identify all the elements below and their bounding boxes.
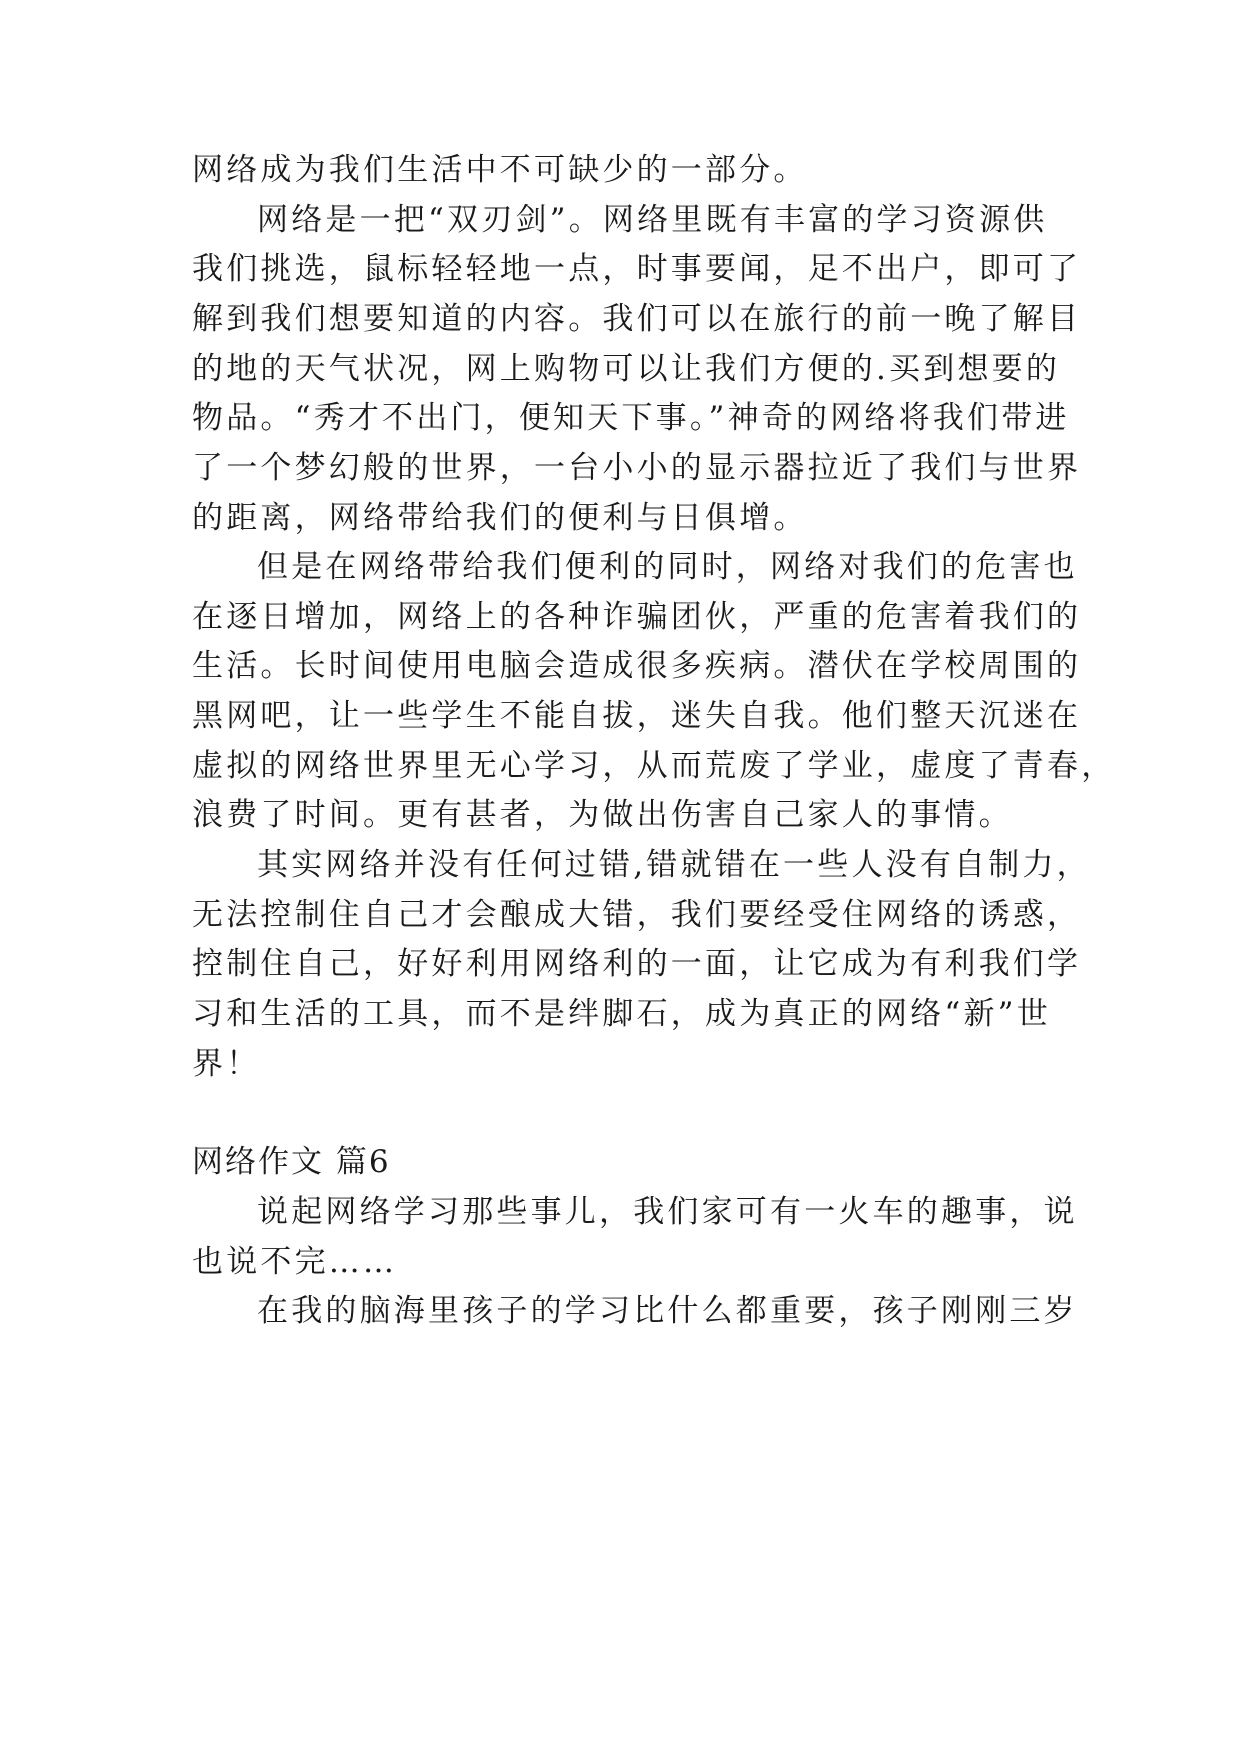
- paragraph-line: 的距离，网络带给我们的便利与日俱增。: [192, 500, 808, 536]
- paragraph-line: 在逐日增加，网络上的各种诈骗团伙，严重的危害着我们的: [192, 599, 1082, 635]
- paragraph-line: 界！: [192, 1046, 261, 1082]
- paragraph-line: 我们挑选，鼠标轻轻地一点，时事要闻，足不出户，即可了: [192, 251, 1082, 287]
- paragraph-line: 也说不完……: [192, 1244, 398, 1280]
- paragraph-line: 解到我们想要知道的内容。我们可以在旅行的前一晚了解目: [192, 301, 1082, 337]
- paragraph-line: 虚拟的网络世界里无心学习，从而荒废了学业，虚度了青春，: [192, 748, 1116, 784]
- paragraph-line: 网络成为我们生活中不可缺少的一部分。: [192, 152, 808, 188]
- paragraph-line: 习和生活的工具，而不是绊脚石，成为真正的网络“新”世: [192, 996, 1051, 1032]
- paragraph-line: 无法控制住自己才会酿成大错，我们要经受住网络的诱惑，: [192, 897, 1082, 933]
- paragraph-line: 的地的天气状况，网上购物可以让我们方便的.买到想要的: [192, 351, 1061, 387]
- paragraph-line: 网络是一把“双刃剑”。网络里既有丰富的学习资源供: [257, 202, 1048, 238]
- paragraph-line: 说起网络学习那些事儿，我们家可有一火车的趣事，说: [257, 1194, 1078, 1230]
- paragraph-line: 物品。“秀才不出门，便知天下事。”神奇的网络将我们带进: [192, 400, 1070, 436]
- paragraph-line: 生活。长时间使用电脑会造成很多疾病。潜伏在学校周围的: [192, 648, 1082, 684]
- paragraph-line: 浪费了时间。更有甚者，为做出伤害自己家人的事情。: [192, 797, 1013, 833]
- paragraph-line: 了一个梦幻般的世界，一台小小的显示器拉近了我们与世界: [192, 450, 1082, 486]
- section-heading: 网络作文 篇6: [192, 1144, 391, 1180]
- paragraph-line: 其实网络并没有任何过错,错就错在一些人没有自制力，: [257, 847, 1091, 883]
- paragraph-line: 黑网吧，让一些学生不能自拔，迷失自我。他们整天沉迷在: [192, 698, 1082, 734]
- paragraph-line: 在我的脑海里孩子的学习比什么都重要，孩子刚刚三岁: [257, 1293, 1078, 1329]
- paragraph-line: 控制住自己，好好利用网络利的一面，让它成为有利我们学: [192, 946, 1082, 982]
- paragraph-line: 但是在网络带给我们便利的同时，网络对我们的危害也: [257, 549, 1078, 585]
